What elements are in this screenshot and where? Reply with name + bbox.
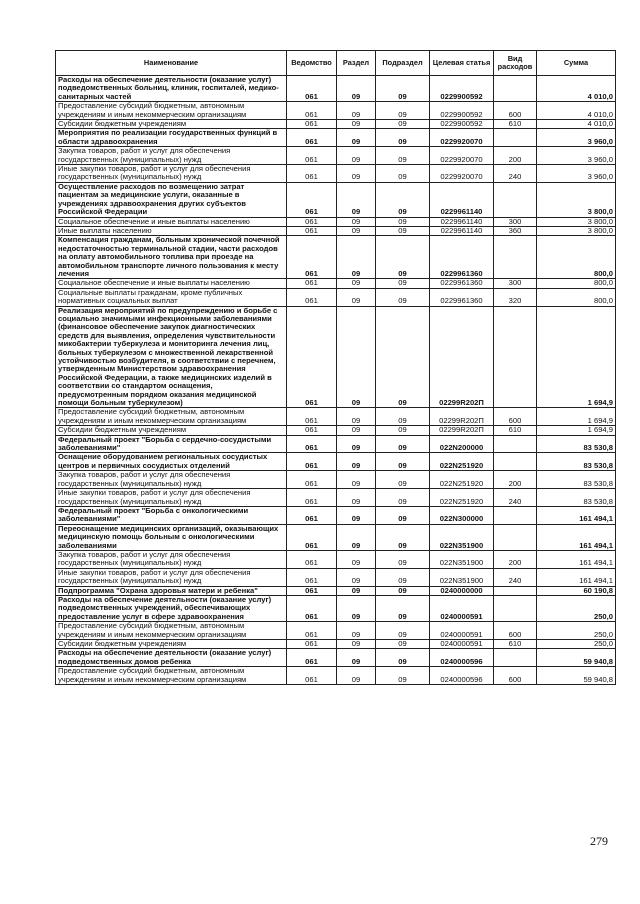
table-row <box>56 453 616 471</box>
cell-name: Расходы на обеспечение деятельности (оказание услуг) подведомственных учреждений, обеспечивающих предоставление услуг в сфере здравоохранения <box>56 595 287 621</box>
cell-podrazdel: 09 <box>376 306 430 408</box>
cell-summa: 250,0 <box>537 595 616 621</box>
cell-vid-rashodov <box>494 182 537 217</box>
cell-vedomstvo: 061 <box>287 236 337 279</box>
cell-vedomstvo: 061 <box>287 595 337 621</box>
cell-summa: 3 800,0 <box>537 182 616 217</box>
budget-table-sheet <box>55 50 615 685</box>
cell-podrazdel: 09 <box>376 217 430 226</box>
table-row <box>56 506 616 524</box>
cell-razdel: 09 <box>337 524 376 550</box>
cell-razdel: 09 <box>337 453 376 471</box>
cell-podrazdel: 09 <box>376 586 430 595</box>
cell-podrazdel: 09 <box>376 120 430 129</box>
cell-name: Предоставление субсидий бюджетным, автономным учреждениям и иным некоммерческим организациям <box>56 622 287 640</box>
cell-vid-rashodov: 600 <box>494 667 537 685</box>
cell-celevaya-statya: 0229920070 <box>430 147 494 165</box>
cell-celevaya-statya: 02299R202П <box>430 408 494 426</box>
cell-vid-rashodov: 200 <box>494 550 537 568</box>
cell-summa: 161 494,1 <box>537 550 616 568</box>
cell-celevaya-statya: 0229900592 <box>430 102 494 120</box>
cell-celevaya-statya: 0229961360 <box>430 279 494 288</box>
cell-celevaya-statya: 0240000596 <box>430 667 494 685</box>
cell-summa: 59 940,8 <box>537 667 616 685</box>
cell-celevaya-statya: 0229961140 <box>430 226 494 235</box>
header-razdel: Раздел <box>337 51 376 76</box>
cell-summa: 83 530,8 <box>537 471 616 489</box>
cell-summa: 1 694,9 <box>537 426 616 435</box>
cell-name: Оснащение оборудованием региональных сосудистых центров и первичных сосудистых отделений <box>56 453 287 471</box>
cell-name: Иные выплаты населению <box>56 226 287 235</box>
cell-vedomstvo: 061 <box>287 506 337 524</box>
cell-vid-rashodov: 600 <box>494 408 537 426</box>
cell-razdel: 09 <box>337 102 376 120</box>
cell-name: Предоставление субсидий бюджетным, автономным учреждениям и иным некоммерческим организациям <box>56 667 287 685</box>
cell-celevaya-statya: 0229900592 <box>430 76 494 102</box>
cell-vedomstvo: 061 <box>287 453 337 471</box>
cell-name: Подпрограмма "Охрана здоровья матери и ребенка" <box>56 586 287 595</box>
cell-celevaya-statya: 0240000591 <box>430 640 494 649</box>
table-row <box>56 306 616 408</box>
cell-podrazdel: 09 <box>376 76 430 102</box>
cell-podrazdel: 09 <box>376 288 430 306</box>
cell-vid-rashodov: 200 <box>494 471 537 489</box>
cell-razdel: 09 <box>337 129 376 147</box>
cell-summa: 161 494,1 <box>537 568 616 586</box>
table-row <box>56 640 616 649</box>
cell-vedomstvo: 061 <box>287 120 337 129</box>
table-row <box>56 649 616 667</box>
cell-razdel: 09 <box>337 76 376 102</box>
header-vedomstvo: Ведомство <box>287 51 337 76</box>
cell-vid-rashodov: 610 <box>494 640 537 649</box>
cell-razdel: 09 <box>337 408 376 426</box>
table-row <box>56 435 616 453</box>
cell-celevaya-statya: 0229961360 <box>430 236 494 279</box>
cell-podrazdel: 09 <box>376 147 430 165</box>
table-row <box>56 226 616 235</box>
cell-vid-rashodov <box>494 506 537 524</box>
cell-vid-rashodov: 610 <box>494 426 537 435</box>
cell-razdel: 09 <box>337 471 376 489</box>
cell-vid-rashodov: 300 <box>494 217 537 226</box>
cell-summa: 83 530,8 <box>537 435 616 453</box>
cell-vid-rashodov <box>494 76 537 102</box>
cell-vedomstvo: 061 <box>287 489 337 507</box>
cell-vid-rashodov: 360 <box>494 226 537 235</box>
table-row <box>56 667 616 685</box>
cell-name: Социальное обеспечение и иные выплаты населению <box>56 217 287 226</box>
cell-vid-rashodov: 320 <box>494 288 537 306</box>
cell-razdel: 09 <box>337 120 376 129</box>
header-podrazdel: Подраздел <box>376 51 430 76</box>
table-row <box>56 147 616 165</box>
cell-podrazdel: 09 <box>376 435 430 453</box>
cell-name: Социальное обеспечение и иные выплаты населению <box>56 279 287 288</box>
cell-vedomstvo: 061 <box>287 667 337 685</box>
cell-razdel: 09 <box>337 306 376 408</box>
cell-vedomstvo: 061 <box>287 408 337 426</box>
cell-podrazdel: 09 <box>376 489 430 507</box>
cell-name: Закупка товаров, работ и услуг для обеспечения государственных (муниципальных) нужд <box>56 471 287 489</box>
cell-podrazdel: 09 <box>376 236 430 279</box>
cell-summa: 250,0 <box>537 640 616 649</box>
cell-vedomstvo: 061 <box>287 226 337 235</box>
cell-podrazdel: 09 <box>376 568 430 586</box>
cell-celevaya-statya: 022N251920 <box>430 453 494 471</box>
table-row <box>56 550 616 568</box>
cell-name: Закупка товаров, работ и услуг для обеспечения государственных (муниципальных) нужд <box>56 147 287 165</box>
cell-summa: 83 530,8 <box>537 453 616 471</box>
cell-vid-rashodov <box>494 453 537 471</box>
cell-podrazdel: 09 <box>376 279 430 288</box>
cell-vid-rashodov <box>494 595 537 621</box>
cell-podrazdel: 09 <box>376 622 430 640</box>
table-row <box>56 165 616 183</box>
cell-podrazdel: 09 <box>376 453 430 471</box>
cell-name: Расходы на обеспечение деятельности (оказание услуг) подведомственных больниц, клиник, госпиталей, медико-санитарных частей <box>56 76 287 102</box>
cell-summa: 59 940,8 <box>537 649 616 667</box>
cell-podrazdel: 09 <box>376 524 430 550</box>
table-row <box>56 622 616 640</box>
cell-name: Закупка товаров, работ и услуг для обеспечения государственных (муниципальных) нужд <box>56 550 287 568</box>
cell-summa: 250,0 <box>537 622 616 640</box>
cell-podrazdel: 09 <box>376 408 430 426</box>
cell-vedomstvo: 061 <box>287 550 337 568</box>
cell-name: Предоставление субсидий бюджетным, автономным учреждениям и иным некоммерческим организациям <box>56 408 287 426</box>
cell-celevaya-statya: 0240000000 <box>430 586 494 595</box>
cell-vid-rashodov <box>494 586 537 595</box>
cell-celevaya-statya: 022N200000 <box>430 435 494 453</box>
cell-name: Компенсация гражданам, больным хронической почечной недостаточностью терминальной стадии, части расходов на оплату автомобильного топлива при проезде на автомобильном транспорте личного пользования к месту лечения <box>56 236 287 279</box>
cell-vid-rashodov <box>494 435 537 453</box>
cell-summa: 4 010,0 <box>537 102 616 120</box>
cell-celevaya-statya: 022N251920 <box>430 471 494 489</box>
cell-razdel: 09 <box>337 506 376 524</box>
cell-vid-rashodov <box>494 306 537 408</box>
table-body <box>56 76 616 685</box>
cell-celevaya-statya: 022N351900 <box>430 550 494 568</box>
budget-table <box>55 50 616 685</box>
table-row <box>56 236 616 279</box>
table-row <box>56 120 616 129</box>
cell-celevaya-statya: 022N351900 <box>430 524 494 550</box>
cell-razdel: 09 <box>337 147 376 165</box>
cell-podrazdel: 09 <box>376 165 430 183</box>
cell-summa: 800,0 <box>537 279 616 288</box>
cell-razdel: 09 <box>337 640 376 649</box>
table-row <box>56 426 616 435</box>
cell-summa: 161 494,1 <box>537 506 616 524</box>
cell-summa: 3 960,0 <box>537 165 616 183</box>
cell-summa: 3 960,0 <box>537 147 616 165</box>
cell-podrazdel: 09 <box>376 182 430 217</box>
cell-summa: 3 800,0 <box>537 226 616 235</box>
cell-razdel: 09 <box>337 288 376 306</box>
cell-celevaya-statya: 022N300000 <box>430 506 494 524</box>
cell-vedomstvo: 061 <box>287 640 337 649</box>
cell-vedomstvo: 061 <box>287 147 337 165</box>
cell-vid-rashodov: 600 <box>494 102 537 120</box>
cell-name: Переоснащение медицинских организаций, оказывающих медицинскую помощь больным с онкологическими заболеваниями <box>56 524 287 550</box>
cell-vid-rashodov: 240 <box>494 568 537 586</box>
cell-name: Иные закупки товаров, работ и услуг для обеспечения государственных (муниципальных) нужд <box>56 489 287 507</box>
cell-celevaya-statya: 0229900592 <box>430 120 494 129</box>
table-row <box>56 76 616 102</box>
cell-razdel: 09 <box>337 595 376 621</box>
cell-razdel: 09 <box>337 236 376 279</box>
cell-vedomstvo: 061 <box>287 288 337 306</box>
cell-vid-rashodov: 300 <box>494 279 537 288</box>
table-row <box>56 568 616 586</box>
table-row <box>56 471 616 489</box>
cell-celevaya-statya: 022N251920 <box>430 489 494 507</box>
cell-razdel: 09 <box>337 165 376 183</box>
cell-summa: 60 190,8 <box>537 586 616 595</box>
page-number: 279 <box>590 834 608 848</box>
cell-celevaya-statya: 022N351900 <box>430 568 494 586</box>
cell-summa: 800,0 <box>537 288 616 306</box>
table-row <box>56 129 616 147</box>
cell-podrazdel: 09 <box>376 471 430 489</box>
cell-summa: 83 530,8 <box>537 489 616 507</box>
cell-vid-rashodov: 240 <box>494 165 537 183</box>
cell-summa: 1 694,9 <box>537 408 616 426</box>
cell-name: Субсидии бюджетным учреждениям <box>56 640 287 649</box>
cell-podrazdel: 09 <box>376 226 430 235</box>
cell-vedomstvo: 061 <box>287 129 337 147</box>
cell-name: Иные закупки товаров, работ и услуг для обеспечения государственных (муниципальных) нужд <box>56 568 287 586</box>
table-row <box>56 408 616 426</box>
cell-razdel: 09 <box>337 182 376 217</box>
cell-celevaya-statya: 0240000591 <box>430 622 494 640</box>
table-row <box>56 182 616 217</box>
cell-vedomstvo: 061 <box>287 524 337 550</box>
cell-name: Федеральный проект "Борьба с онкологическими заболеваниями" <box>56 506 287 524</box>
cell-vid-rashodov: 240 <box>494 489 537 507</box>
cell-vedomstvo: 061 <box>287 622 337 640</box>
cell-razdel: 09 <box>337 586 376 595</box>
cell-celevaya-statya: 0229961360 <box>430 288 494 306</box>
cell-vedomstvo: 061 <box>287 471 337 489</box>
cell-podrazdel: 09 <box>376 506 430 524</box>
cell-razdel: 09 <box>337 667 376 685</box>
cell-vid-rashodov <box>494 129 537 147</box>
cell-razdel: 09 <box>337 426 376 435</box>
cell-celevaya-statya: 02299R202П <box>430 306 494 408</box>
cell-razdel: 09 <box>337 489 376 507</box>
cell-podrazdel: 09 <box>376 667 430 685</box>
header-vid-rashodov: Вид расходов <box>494 51 537 76</box>
cell-vid-rashodov <box>494 649 537 667</box>
cell-podrazdel: 09 <box>376 649 430 667</box>
cell-vedomstvo: 061 <box>287 649 337 667</box>
cell-vedomstvo: 061 <box>287 217 337 226</box>
table-row <box>56 217 616 226</box>
cell-razdel: 09 <box>337 550 376 568</box>
cell-razdel: 09 <box>337 649 376 667</box>
cell-name: Федеральный проект "Борьба с сердечно-сосудистыми заболеваниями" <box>56 435 287 453</box>
header-name: Наименование <box>56 51 287 76</box>
cell-razdel: 09 <box>337 217 376 226</box>
cell-podrazdel: 09 <box>376 550 430 568</box>
cell-summa: 4 010,0 <box>537 120 616 129</box>
cell-vedomstvo: 061 <box>287 182 337 217</box>
cell-vid-rashodov <box>494 236 537 279</box>
cell-celevaya-statya: 0229920070 <box>430 129 494 147</box>
cell-name: Мероприятия по реализации государственных функций в области здравоохранения <box>56 129 287 147</box>
cell-vid-rashodov <box>494 524 537 550</box>
cell-podrazdel: 09 <box>376 640 430 649</box>
table-row <box>56 524 616 550</box>
cell-summa: 800,0 <box>537 236 616 279</box>
cell-name: Осуществление расходов по возмещению затрат пациентам за медицинские услуги, оказанные в учреждениях здравоохранения других субъектов Российской Федерации <box>56 182 287 217</box>
table-row <box>56 102 616 120</box>
table-row <box>56 595 616 621</box>
cell-summa: 4 010,0 <box>537 76 616 102</box>
cell-razdel: 09 <box>337 226 376 235</box>
cell-vid-rashodov: 200 <box>494 147 537 165</box>
cell-name: Предоставление субсидий бюджетным, автономным учреждениям и иным некоммерческим организациям <box>56 102 287 120</box>
cell-celevaya-statya: 0240000596 <box>430 649 494 667</box>
cell-vedomstvo: 061 <box>287 586 337 595</box>
cell-celevaya-statya: 0229961140 <box>430 182 494 217</box>
cell-razdel: 09 <box>337 568 376 586</box>
table-row <box>56 279 616 288</box>
cell-vedomstvo: 061 <box>287 568 337 586</box>
cell-celevaya-statya: 0240000591 <box>430 595 494 621</box>
cell-name: Субсидии бюджетным учреждениям <box>56 426 287 435</box>
cell-celevaya-statya: 02299R202П <box>430 426 494 435</box>
cell-summa: 3 800,0 <box>537 217 616 226</box>
cell-celevaya-statya: 0229920070 <box>430 165 494 183</box>
cell-summa: 3 960,0 <box>537 129 616 147</box>
cell-razdel: 09 <box>337 279 376 288</box>
table-row <box>56 489 616 507</box>
table-header-row <box>56 51 616 76</box>
cell-vid-rashodov: 610 <box>494 120 537 129</box>
cell-celevaya-statya: 0229961140 <box>430 217 494 226</box>
cell-vid-rashodov: 600 <box>494 622 537 640</box>
table-row <box>56 586 616 595</box>
cell-razdel: 09 <box>337 435 376 453</box>
cell-podrazdel: 09 <box>376 129 430 147</box>
cell-vedomstvo: 061 <box>287 76 337 102</box>
table-row <box>56 288 616 306</box>
cell-summa: 161 494,1 <box>537 524 616 550</box>
cell-summa: 1 694,9 <box>537 306 616 408</box>
cell-vedomstvo: 061 <box>287 279 337 288</box>
cell-razdel: 09 <box>337 622 376 640</box>
cell-podrazdel: 09 <box>376 102 430 120</box>
cell-name: Иные закупки товаров, работ и услуг для обеспечения государственных (муниципальных) нужд <box>56 165 287 183</box>
cell-name: Субсидии бюджетным учреждениям <box>56 120 287 129</box>
header-summa: Сумма <box>537 51 616 76</box>
cell-name: Социальные выплаты гражданам, кроме публичных нормативных социальных выплат <box>56 288 287 306</box>
cell-podrazdel: 09 <box>376 426 430 435</box>
header-celevaya-statya: Целевая статья <box>430 51 494 76</box>
cell-vedomstvo: 061 <box>287 165 337 183</box>
cell-podrazdel: 09 <box>376 595 430 621</box>
cell-vedomstvo: 061 <box>287 102 337 120</box>
cell-name: Реализация мероприятий по предупреждению и борьбе с социально значимыми инфекционными заболеваниями (финансовое обеспечение закупок диагностических средств для выявления, определения чувствительности микобактерии туберкулеза и мониторинга лечения лиц, больных туберкулезом с множественной лекарственной устойчивостью возбудителя, в соответствии с перечнем, утвержденным Министерством здравоохранения Российской Федерации, а также медицинских изделий в соответствии со стандартом оснащения, предусмотренным порядком оказания медицинской помощи больным туберкулезом) <box>56 306 287 408</box>
cell-vedomstvo: 061 <box>287 426 337 435</box>
cell-vedomstvo: 061 <box>287 306 337 408</box>
cell-vedomstvo: 061 <box>287 435 337 453</box>
cell-name: Расходы на обеспечение деятельности (оказание услуг) подведомственных домов ребенка <box>56 649 287 667</box>
